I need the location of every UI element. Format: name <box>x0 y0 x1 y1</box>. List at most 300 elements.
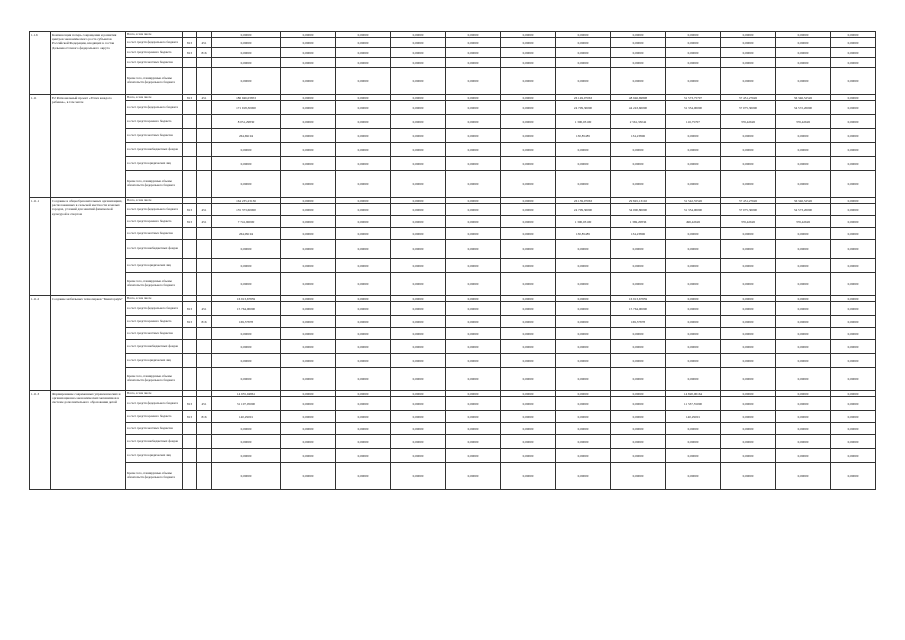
section-code-cell <box>197 157 212 171</box>
amount-cell: 2 561,33042 <box>611 115 666 129</box>
amount-cell: 0,00000 <box>446 435 501 449</box>
amount-cell: 0,00000 <box>212 58 281 68</box>
funding-source-label: за счет средств местных бюджетов <box>126 129 183 143</box>
amount-cell: 0,00000 <box>212 328 281 340</box>
amount-cell: 0,00000 <box>776 368 831 391</box>
table-row <box>30 68 876 95</box>
grbs-code <box>183 101 197 115</box>
amount-cell: 0,00000 <box>336 354 391 368</box>
amount-cell: 0,00000 <box>501 157 556 171</box>
amount-cell: 0,00000 <box>336 411 391 423</box>
amount-cell: 0,00000 <box>336 273 391 296</box>
amount-cell: 0,00000 <box>721 58 776 68</box>
amount-cell: 0,00000 <box>391 101 446 115</box>
amount-cell: 0,00000 <box>776 38 831 48</box>
section-code-cell <box>197 171 212 198</box>
amount-cell: 0,00000 <box>611 38 666 48</box>
amount-cell: 44 243,60000 <box>611 101 666 115</box>
funding-source-label: за счет средств федерального бюджета <box>126 101 183 115</box>
amount-cell: 0,00000 <box>336 38 391 48</box>
section-code-cell <box>197 228 212 240</box>
amount-cell: 0,00000 <box>281 157 336 171</box>
amount-cell: 169,37878 <box>611 316 666 328</box>
amount-cell: 0,00000 <box>212 449 281 463</box>
section-name: Создание мобильных технопарков "Кванториум" <box>51 296 126 391</box>
amount-cell: 0,00000 <box>212 435 281 449</box>
amount-cell: 0,00000 <box>831 171 876 198</box>
amount-cell: 171 918,30000 <box>212 101 281 115</box>
amount-cell: 0,00000 <box>721 328 776 340</box>
section-code-cell: 451 <box>197 216 212 228</box>
amount-cell: 0,00000 <box>336 259 391 273</box>
amount-cell: 0,00000 <box>446 296 501 302</box>
table-row <box>30 216 876 228</box>
amount-cell: 0,00000 <box>281 101 336 115</box>
amount-cell: 0,00000 <box>446 423 501 435</box>
amount-cell: 0,00000 <box>336 157 391 171</box>
amount-cell: 0,00000 <box>666 368 721 391</box>
amount-cell: 0,00000 <box>721 68 776 95</box>
section-code-cell: 451 <box>197 302 212 316</box>
section-code: 1.11.2 <box>30 296 51 391</box>
amount-cell: 0,00000 <box>721 129 776 143</box>
funding-source-label: Кроме того, планируемые объемы обязательств федерального бюджета <box>126 171 183 198</box>
amount-cell: 130,85485 <box>556 228 611 240</box>
amount-cell: 0,00000 <box>336 240 391 259</box>
grbs-code: 813 <box>183 204 197 216</box>
amount-cell: 0,00000 <box>281 32 336 38</box>
amount-cell: 0,00000 <box>831 101 876 115</box>
amount-cell: 0,00000 <box>721 354 776 368</box>
section-code-cell <box>197 143 212 157</box>
amount-cell: 0,00000 <box>281 259 336 273</box>
funding-source-label: за счет средств краевого бюджета <box>126 216 183 228</box>
amount-cell: 0,00000 <box>446 143 501 157</box>
amount-cell: 0,00000 <box>391 302 446 316</box>
amount-cell: 0,00000 <box>776 296 831 302</box>
amount-cell: 31 573,75707 <box>666 95 721 101</box>
amount-cell: 0,00000 <box>391 228 446 240</box>
amount-cell: 37 451,27626 <box>721 95 776 101</box>
amount-cell: 0,00000 <box>721 368 776 391</box>
grbs-code <box>183 273 197 296</box>
funding-source-label: за счет средств местных бюджетов <box>126 328 183 340</box>
amount-cell: 0,00000 <box>666 171 721 198</box>
amount-cell: 0,00000 <box>501 171 556 198</box>
amount-cell: 0,00000 <box>281 316 336 328</box>
amount-cell: 0,00000 <box>391 38 446 48</box>
amount-cell: 0,00000 <box>212 171 281 198</box>
amount-cell: 0,00000 <box>391 157 446 171</box>
amount-cell: 0,00000 <box>446 32 501 38</box>
amount-cell: 0,00000 <box>611 423 666 435</box>
amount-cell: 0,00000 <box>501 240 556 259</box>
amount-cell: 155 373,60000 <box>212 204 281 216</box>
amount-cell: 0,00000 <box>501 391 556 397</box>
amount-cell: 0,00000 <box>336 68 391 95</box>
grbs-code <box>183 171 197 198</box>
amount-cell: 0,00000 <box>611 157 666 171</box>
section-code-cell: 816 <box>197 48 212 58</box>
amount-cell: 1 300,03100 <box>556 216 611 228</box>
funding-source-label: за счет средств краевого бюджета <box>126 48 183 58</box>
amount-cell: 0,00000 <box>336 368 391 391</box>
grbs-code <box>183 435 197 449</box>
amount-cell: 0,00000 <box>556 435 611 449</box>
amount-cell: 0,00000 <box>831 411 876 423</box>
amount-cell: 0,00000 <box>666 316 721 328</box>
amount-cell: 0,00000 <box>446 411 501 423</box>
amount-cell: 36 346,52526 <box>776 95 831 101</box>
amount-cell: 0,00000 <box>391 198 446 204</box>
amount-cell: 0,00000 <box>831 157 876 171</box>
table-row <box>30 101 876 115</box>
amount-cell: 0,00000 <box>611 273 666 296</box>
amount-cell: 0,00000 <box>281 435 336 449</box>
section-code-cell <box>197 435 212 449</box>
amount-cell: 0,00000 <box>212 368 281 391</box>
amount-cell: 0,00000 <box>501 411 556 423</box>
table-row <box>30 240 876 259</box>
table-row <box>30 397 876 411</box>
amount-cell: 0,00000 <box>776 435 831 449</box>
amount-cell: 0,00000 <box>666 449 721 463</box>
amount-cell: 0,00000 <box>391 423 446 435</box>
amount-cell: 31 542,55526 <box>666 198 721 204</box>
amount-cell: 376,42626 <box>721 216 776 228</box>
grbs-code <box>183 115 197 129</box>
funding-source-label: Кроме того, планируемые объемы обязательств федерального бюджета <box>126 368 183 391</box>
table-row <box>30 354 876 368</box>
amount-cell: 0,00000 <box>666 354 721 368</box>
amount-cell: 0,00000 <box>281 391 336 397</box>
amount-cell: 0,00000 <box>831 95 876 101</box>
amount-cell: 1 369,20836 <box>611 216 666 228</box>
grbs-code <box>183 259 197 273</box>
amount-cell: 24 709,30000 <box>556 101 611 115</box>
table-row <box>30 423 876 435</box>
amount-cell: 0,00000 <box>281 240 336 259</box>
funding-source-label: Кроме того, планируемые объемы обязательств федерального бюджета <box>126 463 183 490</box>
amount-cell: 0,00000 <box>776 129 831 143</box>
amount-cell: 31 354,00000 <box>666 101 721 115</box>
amount-cell: 0,00000 <box>281 228 336 240</box>
amount-cell: 0,00000 <box>556 449 611 463</box>
section-code-cell: 816 <box>197 411 212 423</box>
amount-cell: 0,00000 <box>721 296 776 302</box>
amount-cell: 0,00000 <box>212 68 281 95</box>
grbs-code <box>183 423 197 435</box>
amount-cell: 0,00000 <box>446 58 501 68</box>
amount-cell: 0,00000 <box>446 340 501 354</box>
funding-source-label: за счет средств федерального бюджета <box>126 38 183 48</box>
amount-cell: 0,00000 <box>776 32 831 38</box>
amount-cell: 0,00000 <box>446 273 501 296</box>
amount-cell: 0,00000 <box>446 463 501 490</box>
amount-cell: 0,00000 <box>721 38 776 48</box>
amount-cell: 0,00000 <box>831 240 876 259</box>
amount-cell: 29 845,13102 <box>611 198 666 204</box>
amount-cell: 0,00000 <box>721 32 776 38</box>
section-code-cell: 451 <box>197 38 212 48</box>
amount-cell: 0,00000 <box>212 423 281 435</box>
amount-cell: 0,00000 <box>336 143 391 157</box>
amount-cell: 0,00000 <box>281 273 336 296</box>
amount-cell: 0,00000 <box>501 32 556 38</box>
section-code-cell <box>197 58 212 68</box>
amount-cell: 0,00000 <box>611 328 666 340</box>
amount-cell: 0,00000 <box>556 273 611 296</box>
amount-cell: 0,00000 <box>391 216 446 228</box>
grbs-code <box>183 143 197 157</box>
amount-cell: 0,00000 <box>281 171 336 198</box>
section-code-cell <box>197 368 212 391</box>
amount-cell: 34 000,80000 <box>611 204 666 216</box>
amount-cell: 0,00000 <box>666 38 721 48</box>
funding-source-label: за счет средств краевого бюджета <box>126 115 183 129</box>
amount-cell: 0,00000 <box>501 463 556 490</box>
amount-cell: 0,00000 <box>501 143 556 157</box>
amount-cell: 0,00000 <box>501 340 556 354</box>
amount-cell: 0,00000 <box>666 423 721 435</box>
amount-cell: 0,00000 <box>281 328 336 340</box>
grbs-code <box>183 463 197 490</box>
amount-cell: 11 537,55000 <box>666 397 721 411</box>
amount-cell: 0,00000 <box>556 171 611 198</box>
amount-cell: 376,42626 <box>776 115 831 129</box>
amount-cell: 0,00000 <box>212 38 281 48</box>
amount-cell: 0,00000 <box>831 354 876 368</box>
amount-cell: 0,00000 <box>336 316 391 328</box>
amount-cell: 0,00000 <box>336 423 391 435</box>
table-row <box>30 143 876 157</box>
section-code-cell <box>197 101 212 115</box>
amount-cell: 0,00000 <box>281 58 336 68</box>
amount-cell: 0,00000 <box>336 95 391 101</box>
table-row <box>30 328 876 340</box>
amount-cell: 0,00000 <box>611 397 666 411</box>
amount-cell: 0,00000 <box>391 32 446 38</box>
funding-source-label: за счет средств местных бюджетов <box>126 423 183 435</box>
amount-cell: 0,00000 <box>721 435 776 449</box>
table-row <box>30 411 876 423</box>
amount-cell: 34 572,20000 <box>776 101 831 115</box>
amount-cell: 26 149,07063 <box>556 95 611 101</box>
grbs-code: 813 <box>183 216 197 228</box>
amount-cell: 0,00000 <box>556 48 611 58</box>
funding-source-label: за счет средств федерального бюджета <box>126 302 183 316</box>
section-code-cell <box>197 463 212 490</box>
amount-cell: 0,00000 <box>556 391 611 397</box>
amount-cell: 0,00000 <box>391 354 446 368</box>
amount-cell: 134,23806 <box>611 228 666 240</box>
section-code-cell <box>197 259 212 273</box>
amount-cell: 37 451,27626 <box>721 198 776 204</box>
amount-cell: 0,00000 <box>721 157 776 171</box>
funding-source-label: за счет средств федерального бюджета <box>126 204 183 216</box>
amount-cell: 0,00000 <box>721 48 776 58</box>
table-row <box>30 463 876 490</box>
table-row <box>30 58 876 68</box>
amount-cell: 0,00000 <box>336 171 391 198</box>
amount-cell: 0,00000 <box>831 38 876 48</box>
amount-cell: 0,00000 <box>391 296 446 302</box>
amount-cell: 0,00000 <box>281 38 336 48</box>
amount-cell: 0,00000 <box>501 368 556 391</box>
amount-cell: 0,00000 <box>446 302 501 316</box>
funding-source-label: за счет средств внебюджетных фондов <box>126 240 183 259</box>
amount-cell: 0,00000 <box>556 354 611 368</box>
amount-cell: 140,29001 <box>666 411 721 423</box>
amount-cell: 37 075,30000 <box>721 101 776 115</box>
amount-cell: 0,00000 <box>666 228 721 240</box>
amount-cell: 15 764,00000 <box>611 302 666 316</box>
amount-cell: 0,00000 <box>831 198 876 204</box>
amount-cell: 0,00000 <box>611 368 666 391</box>
amount-cell: 0,00000 <box>666 143 721 157</box>
amount-cell: 7 741,90000 <box>212 216 281 228</box>
amount-cell: 0,00000 <box>336 228 391 240</box>
table-row <box>30 171 876 198</box>
grbs-code: 813 <box>183 48 197 58</box>
funding-source-label: Всего, в том числе <box>126 198 183 204</box>
amount-cell: 0,00000 <box>501 302 556 316</box>
amount-cell: 0,00000 <box>721 240 776 259</box>
amount-cell: 0,00000 <box>391 449 446 463</box>
amount-cell: 0,00000 <box>446 397 501 411</box>
amount-cell: 186 946,03853 <box>212 95 281 101</box>
amount-cell: 0,00000 <box>831 48 876 58</box>
amount-cell: 0,00000 <box>831 58 876 68</box>
amount-cell: 0,00000 <box>336 449 391 463</box>
grbs-code: 813 <box>183 302 197 316</box>
amount-cell: 0,00000 <box>776 354 831 368</box>
amount-cell: 0,00000 <box>611 171 666 198</box>
section-code-cell <box>197 115 212 129</box>
amount-cell: 0,00000 <box>721 259 776 273</box>
amount-cell: 0,00000 <box>281 354 336 368</box>
amount-cell: 376,42626 <box>776 216 831 228</box>
amount-cell: 0,00000 <box>776 48 831 58</box>
amount-cell: 0,00000 <box>336 204 391 216</box>
grbs-code <box>183 354 197 368</box>
amount-cell: 0,00000 <box>556 316 611 328</box>
table-row <box>30 157 876 171</box>
amount-cell: 0,00000 <box>501 296 556 302</box>
amount-cell: 0,00000 <box>391 328 446 340</box>
amount-cell: 0,00000 <box>446 240 501 259</box>
grbs-code: 813 <box>183 38 197 48</box>
amount-cell: 37 075,30000 <box>721 204 776 216</box>
amount-cell: 0,00000 <box>721 302 776 316</box>
amount-cell: 0,00000 <box>831 449 876 463</box>
section-code-cell: 816 <box>197 316 212 328</box>
amount-cell: 116,75707 <box>666 115 721 129</box>
funding-source-label: Всего, в том числе <box>126 95 183 101</box>
amount-cell: 0,00000 <box>776 157 831 171</box>
amount-cell: 0,00000 <box>611 449 666 463</box>
amount-cell: 0,00000 <box>556 38 611 48</box>
funding-source-label: за счет средств внебюджетных фондов <box>126 340 183 354</box>
funding-source-label: за счет средств юридических лиц <box>126 157 183 171</box>
budget-table-sheet <box>29 31 875 490</box>
amount-cell: 34 573,20000 <box>776 204 831 216</box>
amount-cell: 0,00000 <box>336 397 391 411</box>
amount-cell: 0,00000 <box>281 296 336 302</box>
budget-table <box>29 31 876 490</box>
amount-cell: 0,00000 <box>556 240 611 259</box>
amount-cell: 0,00000 <box>721 423 776 435</box>
amount-cell: 169,37878 <box>212 316 281 328</box>
amount-cell: 0,00000 <box>446 48 501 58</box>
amount-cell: 0,00000 <box>831 228 876 240</box>
amount-cell: 0,00000 <box>556 463 611 490</box>
amount-cell: 0,00000 <box>446 216 501 228</box>
amount-cell: 0,00000 <box>556 423 611 435</box>
amount-cell: 0,00000 <box>721 171 776 198</box>
amount-cell: 0,00000 <box>501 228 556 240</box>
amount-cell: 0,00000 <box>721 316 776 328</box>
amount-cell: 0,00000 <box>556 368 611 391</box>
amount-cell: 0,00000 <box>776 302 831 316</box>
amount-cell: 0,00000 <box>336 340 391 354</box>
amount-cell: 0,00000 <box>336 463 391 490</box>
grbs-code <box>183 228 197 240</box>
amount-cell: 0,00000 <box>391 129 446 143</box>
amount-cell: 0,00000 <box>501 449 556 463</box>
amount-cell: 0,00000 <box>391 316 446 328</box>
amount-cell: 0,00000 <box>666 296 721 302</box>
amount-cell: 0,00000 <box>611 391 666 397</box>
amount-cell: 0,00000 <box>501 328 556 340</box>
amount-cell: 0,00000 <box>281 95 336 101</box>
funding-source-label: Кроме того, планируемые объемы обязательств федерального бюджета <box>126 68 183 95</box>
grbs-code <box>183 328 197 340</box>
table-row <box>30 115 876 129</box>
amount-cell: 14 955,04861 <box>212 391 281 397</box>
amount-cell: 0,00000 <box>446 328 501 340</box>
amount-cell: 0,00000 <box>446 157 501 171</box>
amount-cell: 0,00000 <box>501 273 556 296</box>
amount-cell: 0,00000 <box>776 316 831 328</box>
amount-cell: 0,00000 <box>391 240 446 259</box>
amount-cell: 0,00000 <box>776 423 831 435</box>
amount-cell: 0,00000 <box>831 68 876 95</box>
amount-cell: 0,00000 <box>666 48 721 58</box>
amount-cell: 0,00000 <box>281 397 336 411</box>
amount-cell: 0,00000 <box>776 340 831 354</box>
section-code: 1.11.3 <box>30 391 51 490</box>
amount-cell: 0,00000 <box>501 198 556 204</box>
amount-cell: 0,00000 <box>831 115 876 129</box>
amount-cell: 0,00000 <box>831 296 876 302</box>
amount-cell: 0,00000 <box>501 129 556 143</box>
amount-cell: 0,00000 <box>666 259 721 273</box>
amount-cell: 0,00000 <box>721 273 776 296</box>
amount-cell: 0,00000 <box>391 368 446 391</box>
grbs-code: 813 <box>183 411 197 423</box>
grbs-code <box>183 58 197 68</box>
amount-cell: 0,00000 <box>556 296 611 302</box>
amount-cell: 0,00000 <box>336 391 391 397</box>
amount-cell: 0,00000 <box>446 38 501 48</box>
section-code-cell <box>197 423 212 435</box>
amount-cell: 0,00000 <box>611 354 666 368</box>
amount-cell: 0,00000 <box>776 228 831 240</box>
amount-cell: 0,00000 <box>776 240 831 259</box>
amount-cell: 0,00000 <box>611 411 666 423</box>
amount-cell: 496,42626 <box>666 216 721 228</box>
